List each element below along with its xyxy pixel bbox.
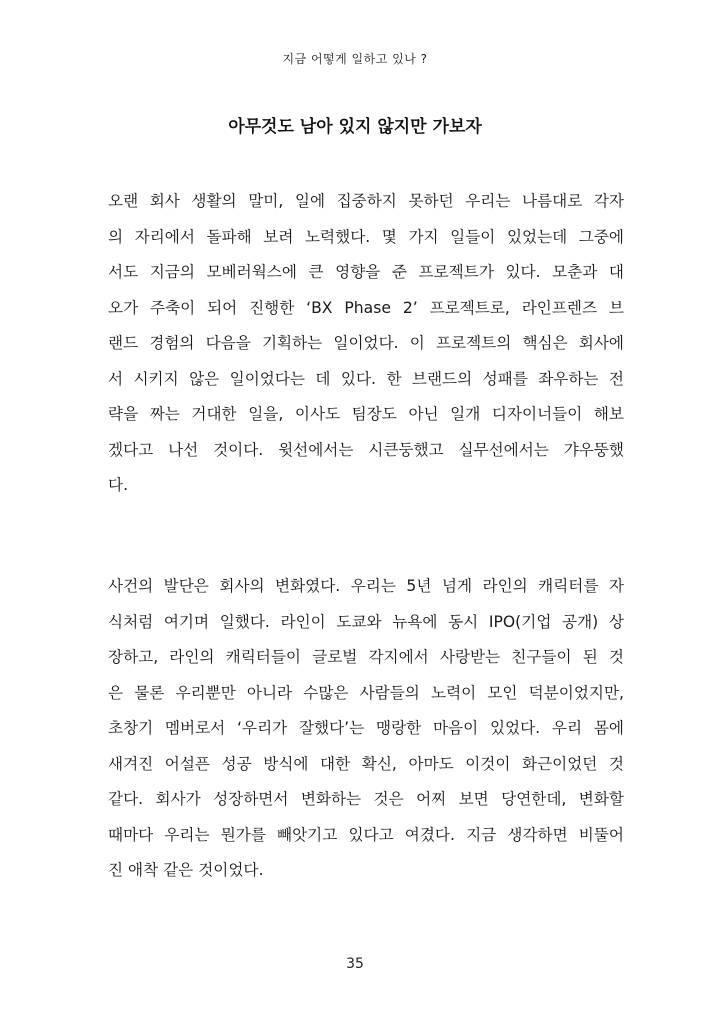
- paragraph-line: 략을 짜는 거대한 일을, 이사도 팀장도 아닌 일개 디자이너들이 해보: [108, 405, 624, 423]
- paragraph-line: 새겨진 어설픈 성공 방식에 대한 확신, 아마도 이것이 화근이었던 것: [108, 754, 624, 773]
- paragraph-line: 같다. 회사가 성장하면서 변화하는 것은 어찌 보면 당연한데, 변화할: [108, 790, 624, 808]
- paragraph-line: 서도 지금의 모베러웍스에 큰 영향을 준 프로젝트가 있다. 모춘과 대: [108, 263, 624, 281]
- paragraph-line: 다.: [108, 476, 129, 494]
- paragraph-2: [108, 569, 624, 889]
- paragraph-line: 오가 주축이 되어 진행한 ‘BX Phase 2’ 프로젝트로, 라인프렌즈 브: [108, 298, 624, 317]
- paragraph-line: 장하고, 라인의 캐릭터들이 글로벌 각지에서 사랑받는 친구들이 된 것: [108, 648, 624, 666]
- paragraph-line: 때마다 우리는 뭔가를 빼앗기고 있다고 여겼다. 지금 생각하면 비뚤어: [108, 825, 624, 844]
- paragraph-line: 의 자리에서 돌파해 보려 노력했다. 몇 가지 일들이 있었는데 그중에: [108, 227, 624, 246]
- paragraph-line: 진 애착 같은 것이었다.: [108, 861, 264, 879]
- paragraph-line: 은 물론 우리뿐만 아니라 수많은 사람들의 노력이 모인 덕분이었지만,: [108, 683, 624, 702]
- section-title: 아무것도 남아 있지 않지만 가보자: [228, 117, 482, 137]
- paragraph-line: 식처럼 여기며 일했다. 라인이 도쿄와 뉴욕에 동시 IPO(기업 공개) 상: [108, 612, 624, 631]
- paragraph-line: 겠다고 나선 것이다. 윗선에서는 시큰둥했고 실무선에서는 갸우뚱했: [108, 440, 624, 459]
- paragraph-line: 서 시키지 않은 일이었다는 데 있다. 한 브랜드의 성패를 좌우하는 전: [108, 369, 624, 388]
- page-number: 35: [346, 956, 364, 972]
- running-header: 지금 어떻게 일하고 있나 ?: [282, 52, 428, 66]
- paragraph-line: 초창기 멤버로서 ‘우리가 잘했다’는 맹랑한 마음이 있었다. 우리 몸에: [108, 719, 624, 737]
- paragraph-line: 랜드 경험의 다음을 기획하는 일이었다. 이 프로젝트의 핵심은 회사에: [108, 334, 624, 352]
- paragraph-line: 오랜 회사 생활의 말미, 일에 집중하지 못하던 우리는 나름대로 각자: [108, 192, 624, 210]
- paragraph-1: [108, 184, 624, 504]
- paragraph-line: 사건의 발단은 회사의 변화였다. 우리는 5년 넘게 라인의 캐릭터를 자: [108, 577, 624, 595]
